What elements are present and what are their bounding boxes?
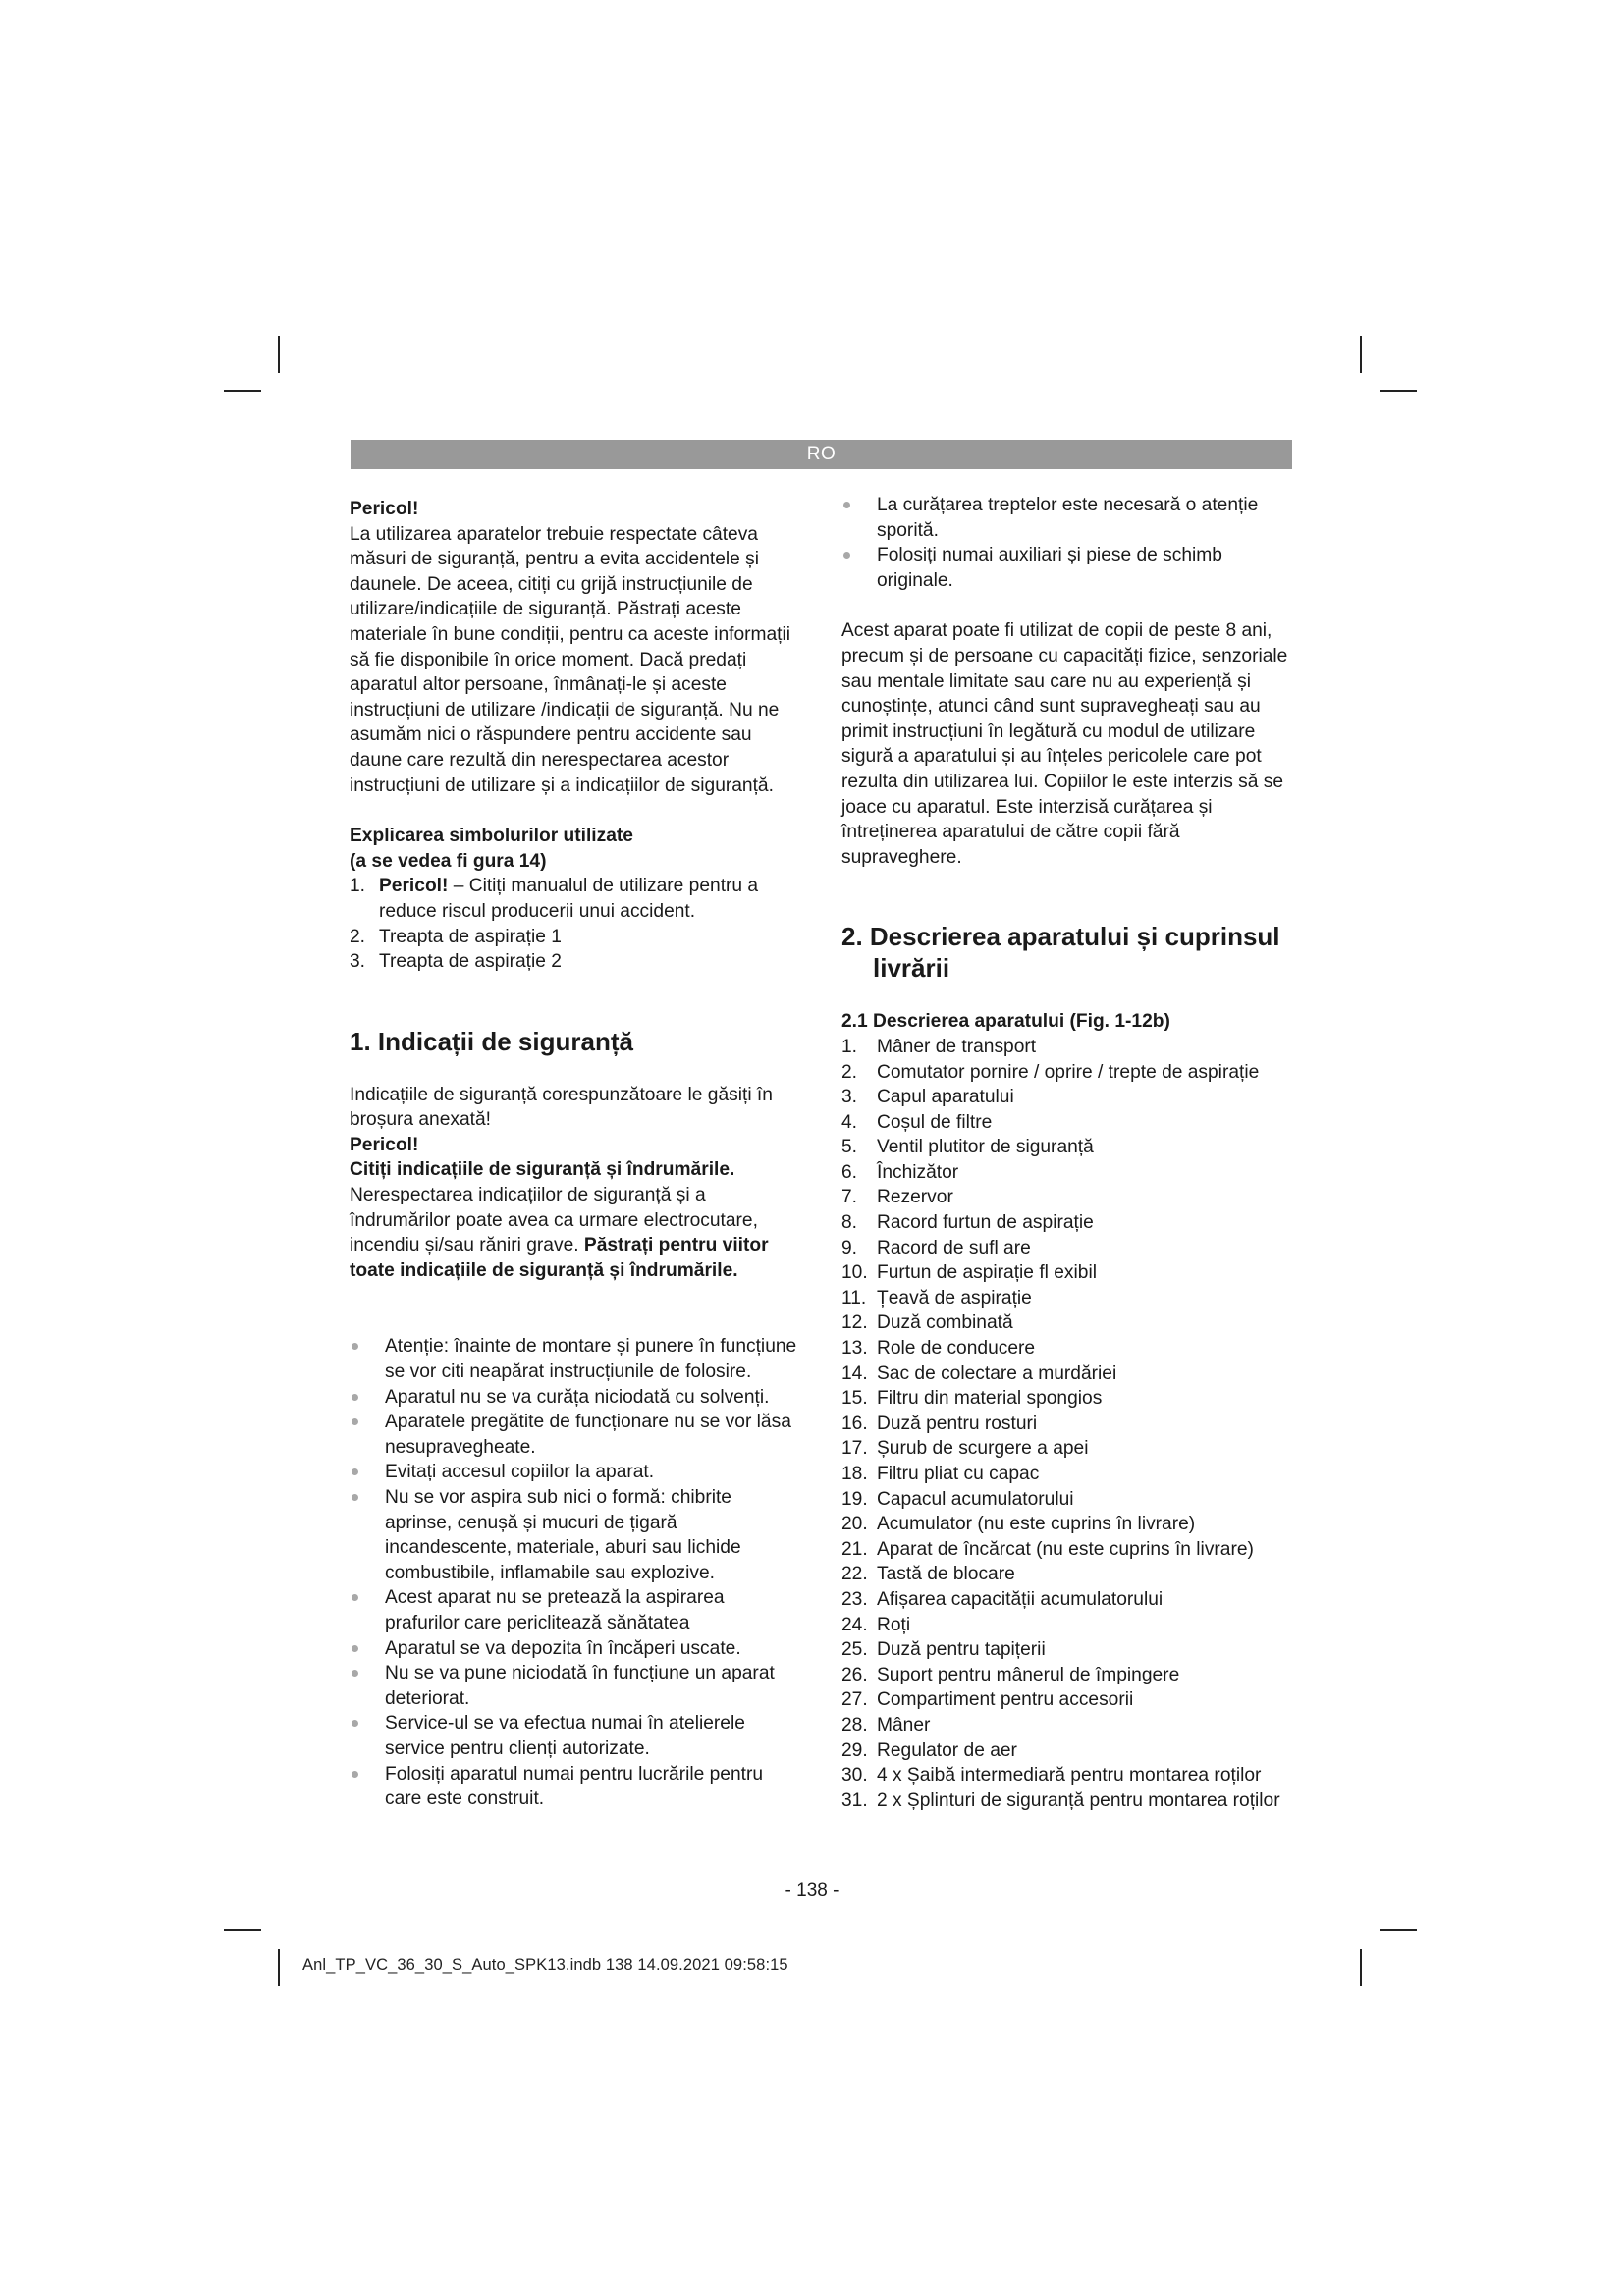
item-text: 4 x Șaibă intermediară pentru montarea roților: [877, 1765, 1262, 1787]
item-number: 19.: [841, 1488, 868, 1510]
list-item: [350, 1762, 801, 1812]
item-text: Țeavă de aspirație: [877, 1287, 1032, 1308]
crop-mark: [1360, 336, 1362, 373]
item-text: Rezervor: [877, 1187, 953, 1208]
item-text: Nu se vor aspira sub nici o formă: chibrite aprinse, cenușă și mucuri de țigară incandescente, materiale, aburi sau lichide combustibile, inflamabile sau explozive.: [385, 1487, 741, 1583]
item-text: Sac de colectare a murdăriei: [877, 1362, 1117, 1384]
list-item: [841, 1789, 1293, 1814]
list-item: [841, 1060, 1293, 1086]
item-text: Atenție: înainte de montare și punere în funcțiune se vor citi neapărat instrucțiunile de folosire.: [385, 1336, 797, 1383]
left-column: [350, 497, 801, 1812]
item-number: 26.: [841, 1664, 868, 1685]
list-item: [841, 1436, 1293, 1462]
item-text: Folosiți aparatul numai pentru lucrările pentru care este construit.: [385, 1763, 764, 1810]
item-text: Suport pentru mânerul de împingere: [877, 1664, 1180, 1685]
list-item: [841, 1135, 1293, 1160]
parts-list: [841, 1035, 1293, 1813]
item-text: 2 x Șplinturi de siguranță pentru montarea roților: [877, 1789, 1280, 1811]
item-number: 14.: [841, 1362, 868, 1384]
item-text: Treapta de aspirație 1: [379, 926, 562, 947]
list-item: [841, 1512, 1293, 1537]
item-text: Aparatul se va depozita în încăperi uscate.: [385, 1637, 741, 1659]
list-item: [350, 1485, 801, 1585]
print-file-info: Anl_TP_VC_36_30_S_Auto_SPK13.indb 138 14.09.2021 09:58:15: [302, 1956, 788, 1974]
list-item: [841, 1462, 1293, 1487]
list-item: [841, 1035, 1293, 1060]
crop-mark: [224, 1929, 261, 1931]
item-text: Role de conducere: [877, 1338, 1036, 1360]
list-item: [841, 1537, 1293, 1563]
list-item: [350, 1334, 801, 1384]
children-paragraph: Acest aparat poate fi utilizat de copii de peste 8 ani, precum și de persoane cu capacități fizice, senzoriale sau mentale limitate sau care nu au experiență și cunoștințe, atunci când sunt supravegheați sau au primit instrucțiuni în legătură cu modul de utilizare sigură a aparatului și au înțeles pericolele care pot rezulta din utilizarea lui. Copiilor le este interzis să se joace cu aparatul. Este interzisă curățarea și întreținerea aparatului de către copii fără supraveghere.: [841, 620, 1288, 868]
bullet-icon: [352, 1771, 358, 1778]
list-item: [841, 1687, 1293, 1713]
crop-mark: [1380, 390, 1417, 392]
item-number: 20.: [841, 1514, 868, 1535]
item-text: Comutator pornire / oprire / trepte de aspirație: [877, 1061, 1260, 1083]
list-item: [841, 1412, 1293, 1437]
item-text: Capacul acumulatorului: [877, 1488, 1074, 1510]
item-text: Furtun de aspirație fl exibil: [877, 1262, 1097, 1284]
intro-paragraph: Indicațiile de siguranță corespunzătoare le găsiți în broșura anexată!: [350, 1084, 773, 1131]
item-text: Service-ul se va efectua numai în atelierele service pentru clienți autorizate.: [385, 1713, 745, 1759]
bullet-icon: [352, 1720, 358, 1727]
item-number: 6.: [841, 1161, 858, 1183]
item-text: Duză combinată: [877, 1312, 1013, 1334]
item-number: 31.: [841, 1789, 868, 1811]
item-text: Filtru din material spongios: [877, 1388, 1103, 1410]
item-text: Aparat de încărcat (nu este cuprins în livrare): [877, 1538, 1254, 1560]
bullet-icon: [843, 552, 850, 559]
crop-mark: [224, 390, 261, 392]
item-text: Coșul de filtre: [877, 1111, 993, 1133]
list-item: [350, 925, 801, 950]
item-number: 1.: [841, 1036, 858, 1057]
list-item: [350, 1711, 801, 1761]
item-number: 17.: [841, 1438, 868, 1460]
item-number: 29.: [841, 1739, 868, 1761]
item-text: Mâner: [877, 1714, 931, 1735]
item-text: Treapta de aspirație 2: [379, 951, 562, 973]
list-item: [350, 1636, 801, 1662]
item-text: Aparatele pregătite de funcționare nu se vor lăsa nesupravegheate.: [385, 1412, 791, 1458]
list-item: [841, 1286, 1293, 1311]
language-code: RO: [806, 444, 837, 464]
item-text: La curățarea treptelor este necesară o atenție sporită.: [877, 495, 1259, 541]
item-number: 4.: [841, 1111, 858, 1133]
item-bold-label: Pericol!: [379, 876, 449, 897]
danger-title-2: Pericol!: [350, 1134, 419, 1155]
crop-mark: [278, 336, 280, 373]
right-column: [841, 493, 1293, 1813]
crop-mark: [278, 1949, 280, 1986]
list-item: [841, 543, 1293, 593]
item-text: Capul aparatului: [877, 1087, 1014, 1108]
safety-bullet-list: [350, 1334, 801, 1811]
list-item: [841, 1310, 1293, 1336]
item-number: 25.: [841, 1639, 868, 1661]
item-text: Mâner de transport: [877, 1036, 1037, 1057]
list-item: [841, 1336, 1293, 1362]
item-number: 27.: [841, 1689, 868, 1711]
crop-mark: [1380, 1929, 1417, 1931]
item-number: 30.: [841, 1765, 868, 1787]
item-text: Nu se va pune niciodată în funcțiune un aparat deteriorat.: [385, 1663, 775, 1709]
list-item: [841, 1185, 1293, 1210]
item-number: 3.: [841, 1087, 858, 1108]
item-text: Acest aparat nu se pretează la aspirarea prafurilor care periclitează sănătatea: [385, 1587, 725, 1633]
item-number: 28.: [841, 1714, 868, 1735]
item-text: Filtru pliat cu capac: [877, 1464, 1040, 1484]
bullet-icon: [352, 1670, 358, 1677]
item-number: 22.: [841, 1564, 868, 1585]
list-item: [841, 1637, 1293, 1663]
subsection-2-1-heading: 2.1 Descrierea aparatului (Fig. 1-12b): [841, 1011, 1170, 1033]
item-number: 13.: [841, 1338, 868, 1360]
list-item: [841, 1386, 1293, 1412]
list-item: [350, 1585, 801, 1635]
item-text: – Citiți manualul de utilizare pentru a reduce riscul producerii unui accident.: [379, 876, 759, 922]
item-number: 15.: [841, 1388, 868, 1410]
list-item: [841, 493, 1293, 543]
list-item: [841, 1587, 1293, 1613]
item-number: 11.: [841, 1287, 867, 1308]
item-number: 21.: [841, 1538, 868, 1560]
bullet-icon: [352, 1418, 358, 1425]
list-item: [841, 1260, 1293, 1286]
item-text: Compartiment pentru accesorii: [877, 1689, 1134, 1711]
list-item: [841, 1210, 1293, 1236]
bullet-icon: [843, 502, 850, 508]
item-number: 16.: [841, 1413, 868, 1434]
page-number: - 138 -: [785, 1880, 839, 1900]
read-instructions-title: Citiți indicațiile de siguranță și îndrumările.: [350, 1159, 735, 1181]
item-text: Acumulator (nu este cuprins în livrare): [877, 1514, 1196, 1535]
bullet-icon: [352, 1494, 358, 1501]
item-text: Aparatul nu se va curăța niciodată cu solvenți.: [385, 1386, 770, 1408]
bullet-icon: [352, 1468, 358, 1475]
list-item: [841, 1713, 1293, 1738]
item-number: 12.: [841, 1312, 868, 1334]
list-item: [841, 1362, 1293, 1387]
list-item: [841, 1738, 1293, 1764]
item-text: Duză pentru rosturi: [877, 1413, 1038, 1434]
list-item: [841, 1110, 1293, 1136]
warning-bold-text: Păstrați pentru viitor toate indicațiile de siguranță și îndrumările.: [350, 1235, 769, 1281]
item-text: Tastă de blocare: [877, 1564, 1015, 1585]
warning-text: Nerespectarea indicațiilor de siguranță și a îndrumărilor poate avea ca urmare electrocutare, incendiu și/sau răniri grave.: [350, 1185, 758, 1256]
item-number: 10.: [841, 1262, 868, 1284]
item-number: 3.: [350, 951, 366, 973]
item-text: Racord furtun de aspirație: [877, 1212, 1094, 1234]
section-1-heading: 1. Indicații de siguranță: [350, 1026, 633, 1056]
list-item: [350, 1460, 801, 1485]
list-item: [841, 1160, 1293, 1186]
list-item: [350, 1385, 801, 1411]
list-item: [841, 1236, 1293, 1261]
danger-paragraph: La utilizarea aparatelor trebuie respectate câteva măsuri de siguranță, pentru a evita accidentele și daunele. De aceea, citiți cu grijă instrucțiunile de utilizare/indicațiile de siguranță. Păstrați aceste materiale în bune condiții, pentru ca aceste informații să fie disponibile în orice moment. Dacă predați aparatul altor persoane, înmânați-le și aceste instrucțiuni de utilizare /indicații de siguranță. Nu ne asumăm nici o răspundere pentru accidente sau daune care rezultă din nerespectarea acestor instrucțiuni de utilizare și a indicațiilor de siguranță.: [350, 523, 791, 796]
item-text: Folosiți numai auxiliari și piese de schimb originale.: [877, 545, 1222, 591]
item-text: Roți: [877, 1614, 911, 1635]
symbols-title-figure-ref: (a se vedea fi gura 14): [350, 850, 547, 872]
list-item: [841, 1487, 1293, 1513]
item-number: 9.: [841, 1237, 858, 1258]
item-number: 2.: [350, 926, 366, 947]
list-item: [350, 1661, 801, 1711]
list-item: [841, 1613, 1293, 1638]
item-text: Afișarea capacității acumulatorului: [877, 1588, 1164, 1610]
item-text: Evitați accesul copiilor la aparat.: [385, 1462, 655, 1483]
bullet-icon: [352, 1394, 358, 1401]
list-item: [841, 1663, 1293, 1688]
crop-mark: [1360, 1949, 1362, 1986]
item-text: Închizător: [877, 1161, 959, 1183]
section-2-heading: 2. Descrierea aparatului și cuprinsul livrării: [841, 922, 1280, 984]
list-item: [841, 1085, 1293, 1110]
language-header-bar: [351, 440, 1292, 469]
bullet-icon: [352, 1645, 358, 1652]
warning-paragraph: [350, 1183, 801, 1283]
safety-bullet-list-continued: [841, 493, 1293, 593]
list-item: [350, 874, 801, 924]
bullet-icon: [352, 1594, 358, 1601]
list-item: [350, 1410, 801, 1460]
item-number: 24.: [841, 1614, 868, 1635]
item-text: Șurub de scurgere a apei: [877, 1438, 1089, 1460]
symbols-list: [350, 874, 801, 974]
bullet-icon: [352, 1343, 358, 1350]
item-text: Regulator de aer: [877, 1739, 1017, 1761]
item-number: 1.: [350, 876, 366, 897]
item-number: 18.: [841, 1464, 868, 1484]
item-number: 5.: [841, 1137, 858, 1158]
item-number: 8.: [841, 1212, 858, 1234]
item-text: Duză pentru tapițerii: [877, 1639, 1046, 1661]
list-item: [841, 1562, 1293, 1587]
item-number: 2.: [841, 1061, 858, 1083]
item-number: 7.: [841, 1187, 858, 1208]
item-number: 23.: [841, 1588, 868, 1610]
item-text: Ventil plutitor de siguranță: [877, 1137, 1094, 1158]
list-item: [841, 1763, 1293, 1789]
list-item: [350, 949, 801, 975]
item-text: Racord de sufl are: [877, 1237, 1031, 1258]
symbols-title: Explicarea simbolurilor utilizate: [350, 826, 633, 847]
danger-title: Pericol!: [350, 499, 419, 519]
